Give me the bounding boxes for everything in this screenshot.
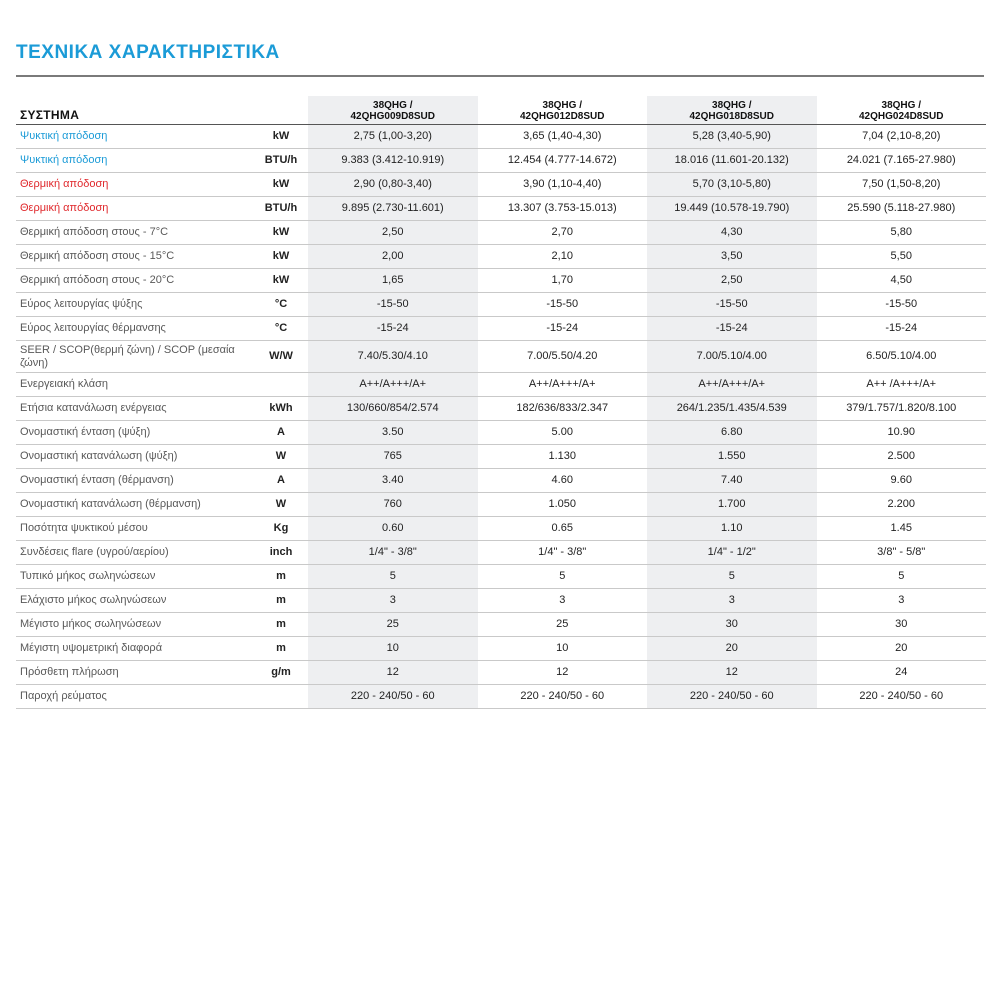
row-value: -15-50 (308, 293, 478, 317)
row-unit: m (254, 637, 308, 661)
table-row (16, 245, 986, 269)
row-value: 24.021 (7.165-27.980) (817, 149, 987, 173)
row-unit: kW (254, 125, 308, 149)
model-header-line2: 42QHG024D8SUD (859, 111, 944, 122)
row-value: 3 (817, 589, 987, 613)
row-unit: °C (254, 293, 308, 317)
row-label: Ψυκτική απόδοση (16, 125, 254, 149)
table-row (16, 517, 986, 541)
row-value: 18.016 (11.601-20.132) (647, 149, 817, 173)
row-label: Μέγιστο μήκος σωληνώσεων (16, 613, 254, 637)
row-value: -15-24 (817, 317, 987, 341)
row-value: 5 (308, 565, 478, 589)
specifications-table (16, 96, 986, 709)
row-value: 25.590 (5.118-27.980) (817, 197, 987, 221)
model-header-line1: 38QHG / (542, 100, 582, 111)
table-row (16, 613, 986, 637)
row-value: 1.45 (817, 517, 987, 541)
model-header-line1: 38QHG / (712, 100, 752, 111)
row-label: Παροχή ρεύματος (16, 685, 254, 709)
row-value: 5.00 (478, 421, 648, 445)
row-value: 12.454 (4.777-14.672) (478, 149, 648, 173)
row-label: Ετήσια κατανάλωση ενέργειας (16, 397, 254, 421)
row-value: 10 (308, 637, 478, 661)
row-unit: W (254, 445, 308, 469)
row-value: 2.500 (817, 445, 987, 469)
row-unit: kWh (254, 397, 308, 421)
row-value: 3,90 (1,10-4,40) (478, 173, 648, 197)
row-value: 1/4" - 3/8" (478, 541, 648, 565)
row-label: Θερμική απόδοση στους - 15°C (16, 245, 254, 269)
row-value: 7,50 (1,50-8,20) (817, 173, 987, 197)
row-unit: g/m (254, 661, 308, 685)
row-value: 220 - 240/50 - 60 (308, 685, 478, 709)
row-unit: kW (254, 269, 308, 293)
row-value: 760 (308, 493, 478, 517)
row-label: Θερμική απόδοση στους - 20°C (16, 269, 254, 293)
row-label: SEER / SCOP(θερμή ζώνη) / SCOP (μεσαία ζώνη) (16, 341, 254, 373)
row-unit (254, 685, 308, 709)
row-value: 4,30 (647, 221, 817, 245)
row-label: Θερμική απόδοση (16, 197, 254, 221)
row-label: Θερμική απόδοση (16, 173, 254, 197)
row-label: Ελάχιστο μήκος σωληνώσεων (16, 589, 254, 613)
model-header-line1: 38QHG / (881, 100, 921, 111)
row-value: -15-50 (817, 293, 987, 317)
table-row (16, 445, 986, 469)
row-value: 5,28 (3,40-5,90) (647, 125, 817, 149)
table-row (16, 397, 986, 421)
row-value: 2,70 (478, 221, 648, 245)
row-label: Ενεργειακή κλάση (16, 373, 254, 397)
table-row (16, 493, 986, 517)
row-value: 3,50 (647, 245, 817, 269)
row-value: 7.00/5.50/4.20 (478, 341, 648, 373)
row-value: 1,65 (308, 269, 478, 293)
row-value: A++/A+++/A+ (647, 373, 817, 397)
row-unit: m (254, 565, 308, 589)
row-value: 1,70 (478, 269, 648, 293)
row-value: 3.50 (308, 421, 478, 445)
row-label: Πρόσθετη πλήρωση (16, 661, 254, 685)
row-value: 5,80 (817, 221, 987, 245)
row-unit: kW (254, 221, 308, 245)
row-value: -15-24 (478, 317, 648, 341)
row-unit: m (254, 613, 308, 637)
row-value: 0.65 (478, 517, 648, 541)
table-row (16, 125, 986, 149)
row-unit: A (254, 469, 308, 493)
row-value: 25 (478, 613, 648, 637)
row-value: 1.10 (647, 517, 817, 541)
table-row (16, 197, 986, 221)
row-value: 2,90 (0,80-3,40) (308, 173, 478, 197)
row-value: 379/1.757/1.820/8.100 (817, 397, 987, 421)
row-value: 264/1.235/1.435/4.539 (647, 397, 817, 421)
model-header (647, 96, 817, 125)
row-unit: W (254, 493, 308, 517)
row-value: 1.700 (647, 493, 817, 517)
row-value: -15-50 (647, 293, 817, 317)
row-value: -15-50 (478, 293, 648, 317)
row-value: 19.449 (10.578-19.790) (647, 197, 817, 221)
row-value: 9.60 (817, 469, 987, 493)
row-value: 7,04 (2,10-8,20) (817, 125, 987, 149)
row-value: 25 (308, 613, 478, 637)
row-value: 20 (817, 637, 987, 661)
row-unit: inch (254, 541, 308, 565)
row-value: A++/A+++/A+ (478, 373, 648, 397)
row-unit: W/W (254, 341, 308, 373)
row-value: 12 (308, 661, 478, 685)
row-value: 6.50/5.10/4.00 (817, 341, 987, 373)
row-value: 5,70 (3,10-5,80) (647, 173, 817, 197)
row-label: Τυπικό μήκος σωληνώσεων (16, 565, 254, 589)
row-value: 220 - 240/50 - 60 (817, 685, 987, 709)
row-value: 1/4" - 1/2" (647, 541, 817, 565)
table-row (16, 173, 986, 197)
row-value: 220 - 240/50 - 60 (478, 685, 648, 709)
row-value: 3/8" - 5/8" (817, 541, 987, 565)
model-header-line2: 42QHG009D8SUD (350, 111, 435, 122)
row-value: 2,75 (1,00-3,20) (308, 125, 478, 149)
row-label: Εύρος λειτουργίας θέρμανσης (16, 317, 254, 341)
model-header-line2: 42QHG012D8SUD (520, 111, 605, 122)
table-row (16, 421, 986, 445)
table-row (16, 541, 986, 565)
table-row (16, 589, 986, 613)
row-value: 130/660/854/2.574 (308, 397, 478, 421)
row-unit: kW (254, 245, 308, 269)
row-value: 0.60 (308, 517, 478, 541)
row-label: Θερμική απόδοση στους - 7°C (16, 221, 254, 245)
model-header-line1: 38QHG / (373, 100, 413, 111)
row-value: 4.60 (478, 469, 648, 493)
row-label: Συνδέσεις flare (υγρού/αερίου) (16, 541, 254, 565)
row-value: 30 (817, 613, 987, 637)
unit-header (254, 96, 308, 125)
row-label: Ονομαστική ένταση (θέρμανση) (16, 469, 254, 493)
row-value: 12 (478, 661, 648, 685)
table-row (16, 373, 986, 397)
row-value: 182/636/833/2.347 (478, 397, 648, 421)
table-row (16, 269, 986, 293)
row-value: 12 (647, 661, 817, 685)
row-value: 2.200 (817, 493, 987, 517)
row-value: 1/4" - 3/8" (308, 541, 478, 565)
row-label: Εύρος λειτουργίας ψύξης (16, 293, 254, 317)
table-header-row (16, 96, 986, 125)
model-header (817, 96, 987, 125)
table-row (16, 637, 986, 661)
row-value: 10.90 (817, 421, 987, 445)
model-header-line2: 42QHG018D8SUD (689, 111, 774, 122)
row-label: Μέγιστη υψομετρική διαφορά (16, 637, 254, 661)
system-header: ΣΥΣΤΗΜΑ (16, 96, 254, 125)
row-value: 30 (647, 613, 817, 637)
row-value: 3 (647, 589, 817, 613)
row-value: 2,00 (308, 245, 478, 269)
row-value: 5 (647, 565, 817, 589)
table-row (16, 317, 986, 341)
row-value: 4,50 (817, 269, 987, 293)
row-label: Ονομαστική κατανάλωση (θέρμανση) (16, 493, 254, 517)
row-value: 3,65 (1,40-4,30) (478, 125, 648, 149)
row-value: 5 (817, 565, 987, 589)
row-value: -15-24 (308, 317, 478, 341)
table-body (16, 125, 986, 709)
row-label: Ψυκτική απόδοση (16, 149, 254, 173)
row-value: 220 - 240/50 - 60 (647, 685, 817, 709)
row-unit: BTU/h (254, 149, 308, 173)
row-value: 7.40 (647, 469, 817, 493)
row-value: 5 (478, 565, 648, 589)
row-unit: °C (254, 317, 308, 341)
row-value: 10 (478, 637, 648, 661)
model-header (308, 96, 478, 125)
row-value: 9.383 (3.412-10.919) (308, 149, 478, 173)
row-value: 2,10 (478, 245, 648, 269)
row-label: Ποσότητα ψυκτικού μέσου (16, 517, 254, 541)
row-value: 1.130 (478, 445, 648, 469)
row-value: 6.80 (647, 421, 817, 445)
row-value: A++/A+++/A+ (308, 373, 478, 397)
table-row (16, 293, 986, 317)
row-value: 2,50 (647, 269, 817, 293)
table-row (16, 661, 986, 685)
table-row (16, 149, 986, 173)
row-value: 5,50 (817, 245, 987, 269)
row-value: 3 (478, 589, 648, 613)
row-value: 20 (647, 637, 817, 661)
row-value: 13.307 (3.753-15.013) (478, 197, 648, 221)
row-unit: Kg (254, 517, 308, 541)
row-value: 3.40 (308, 469, 478, 493)
row-value: 3 (308, 589, 478, 613)
table-row (16, 221, 986, 245)
row-unit (254, 373, 308, 397)
table-row (16, 565, 986, 589)
row-label: Ονομαστική ένταση (ψύξη) (16, 421, 254, 445)
table-row (16, 685, 986, 709)
page-title: ΤΕΧΝΙΚΑ ΧΑΡΑΚΤΗΡΙΣΤΙΚΑ (16, 42, 280, 63)
row-value: 7.00/5.10/4.00 (647, 341, 817, 373)
row-value: 765 (308, 445, 478, 469)
row-value: 7.40/5.30/4.10 (308, 341, 478, 373)
row-value: 9.895 (2.730-11.601) (308, 197, 478, 221)
title-divider (16, 75, 984, 77)
model-header (478, 96, 648, 125)
row-value: 1.550 (647, 445, 817, 469)
row-value: 24 (817, 661, 987, 685)
row-unit: BTU/h (254, 197, 308, 221)
row-label: Ονομαστική κατανάλωση (ψύξη) (16, 445, 254, 469)
row-value: -15-24 (647, 317, 817, 341)
row-value: A++ /A+++/A+ (817, 373, 987, 397)
row-unit: m (254, 589, 308, 613)
table-row (16, 469, 986, 493)
row-unit: A (254, 421, 308, 445)
row-unit: kW (254, 173, 308, 197)
row-value: 2,50 (308, 221, 478, 245)
table-row (16, 341, 986, 373)
row-value: 1.050 (478, 493, 648, 517)
